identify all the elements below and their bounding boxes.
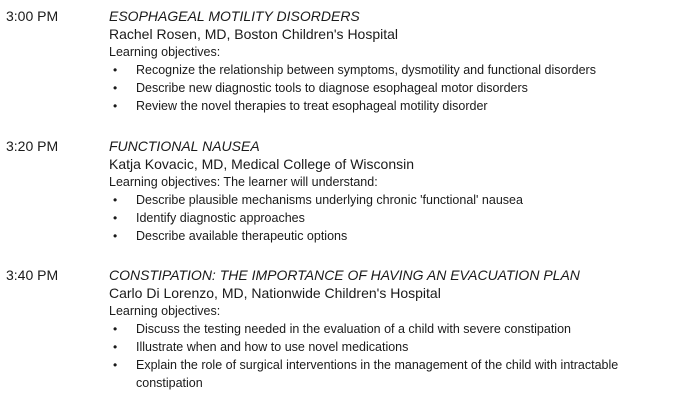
list-item xyxy=(109,61,684,79)
objective-text: Describe new diagnostic tools to diagnose esophageal motor disorders xyxy=(136,81,528,95)
bullet-icon: • xyxy=(113,99,118,113)
objectives-list xyxy=(109,61,684,115)
objective-text: Explain the role of surgical interventions in the management of the child with intractable constipation xyxy=(136,358,619,390)
list-item xyxy=(109,320,684,338)
objectives-label: Learning objectives: xyxy=(109,304,221,318)
list-item xyxy=(109,227,684,245)
objectives-label: Learning objectives: xyxy=(109,45,221,59)
bullet-icon: • xyxy=(113,229,118,243)
session-time: 3:40 PM xyxy=(6,267,59,283)
objective-text: Review the novel therapies to treat esophageal motility disorder xyxy=(136,99,488,113)
objective-text: Describe plausible mechanisms underlying chronic 'functional' nausea xyxy=(136,193,523,207)
bullet-icon: • xyxy=(113,358,118,372)
objectives-list xyxy=(109,191,684,245)
session-content xyxy=(109,266,684,392)
session-time: 3:20 PM xyxy=(6,138,59,154)
list-item xyxy=(109,338,684,356)
session-content xyxy=(109,7,684,115)
list-item xyxy=(109,209,684,227)
bullet-icon: • xyxy=(113,81,118,95)
session-speaker: Carlo Di Lorenzo, MD, Nationwide Children's Hospital xyxy=(109,285,441,301)
session-speaker: Rachel Rosen, MD, Boston Children's Hospital xyxy=(109,26,399,42)
objective-text: Illustrate when and how to use novel medications xyxy=(136,340,409,354)
session-title: CONSTIPATION: THE IMPORTANCE OF HAVING AN EVACUATION PLAN xyxy=(109,267,580,283)
session-title: ESOPHAGEAL MOTILITY DISORDERS xyxy=(109,8,360,24)
objective-text: Discuss the testing needed in the evaluation of a child with severe constipation xyxy=(136,322,571,336)
list-item xyxy=(109,191,684,209)
list-item xyxy=(109,356,684,392)
bullet-icon: • xyxy=(113,340,118,354)
list-item xyxy=(109,97,684,115)
bullet-icon: • xyxy=(113,322,118,336)
list-item xyxy=(109,79,684,97)
session-content xyxy=(109,137,684,245)
session-title: FUNCTIONAL NAUSEA xyxy=(109,138,260,154)
session-time: 3:00 PM xyxy=(6,8,59,24)
objective-text: Identify diagnostic approaches xyxy=(136,211,305,225)
bullet-icon: • xyxy=(113,211,118,225)
objective-text: Recognize the relationship between symptoms, dysmotility and functional disorders xyxy=(136,63,596,77)
bullet-icon: • xyxy=(113,193,118,207)
objectives-list xyxy=(109,320,684,392)
objectives-label: Learning objectives: The learner will understand: xyxy=(109,175,378,189)
objective-text: Describe available therapeutic options xyxy=(136,229,348,243)
session-speaker: Katja Kovacic, MD, Medical College of Wisconsin xyxy=(109,156,415,172)
bullet-icon: • xyxy=(113,63,118,77)
